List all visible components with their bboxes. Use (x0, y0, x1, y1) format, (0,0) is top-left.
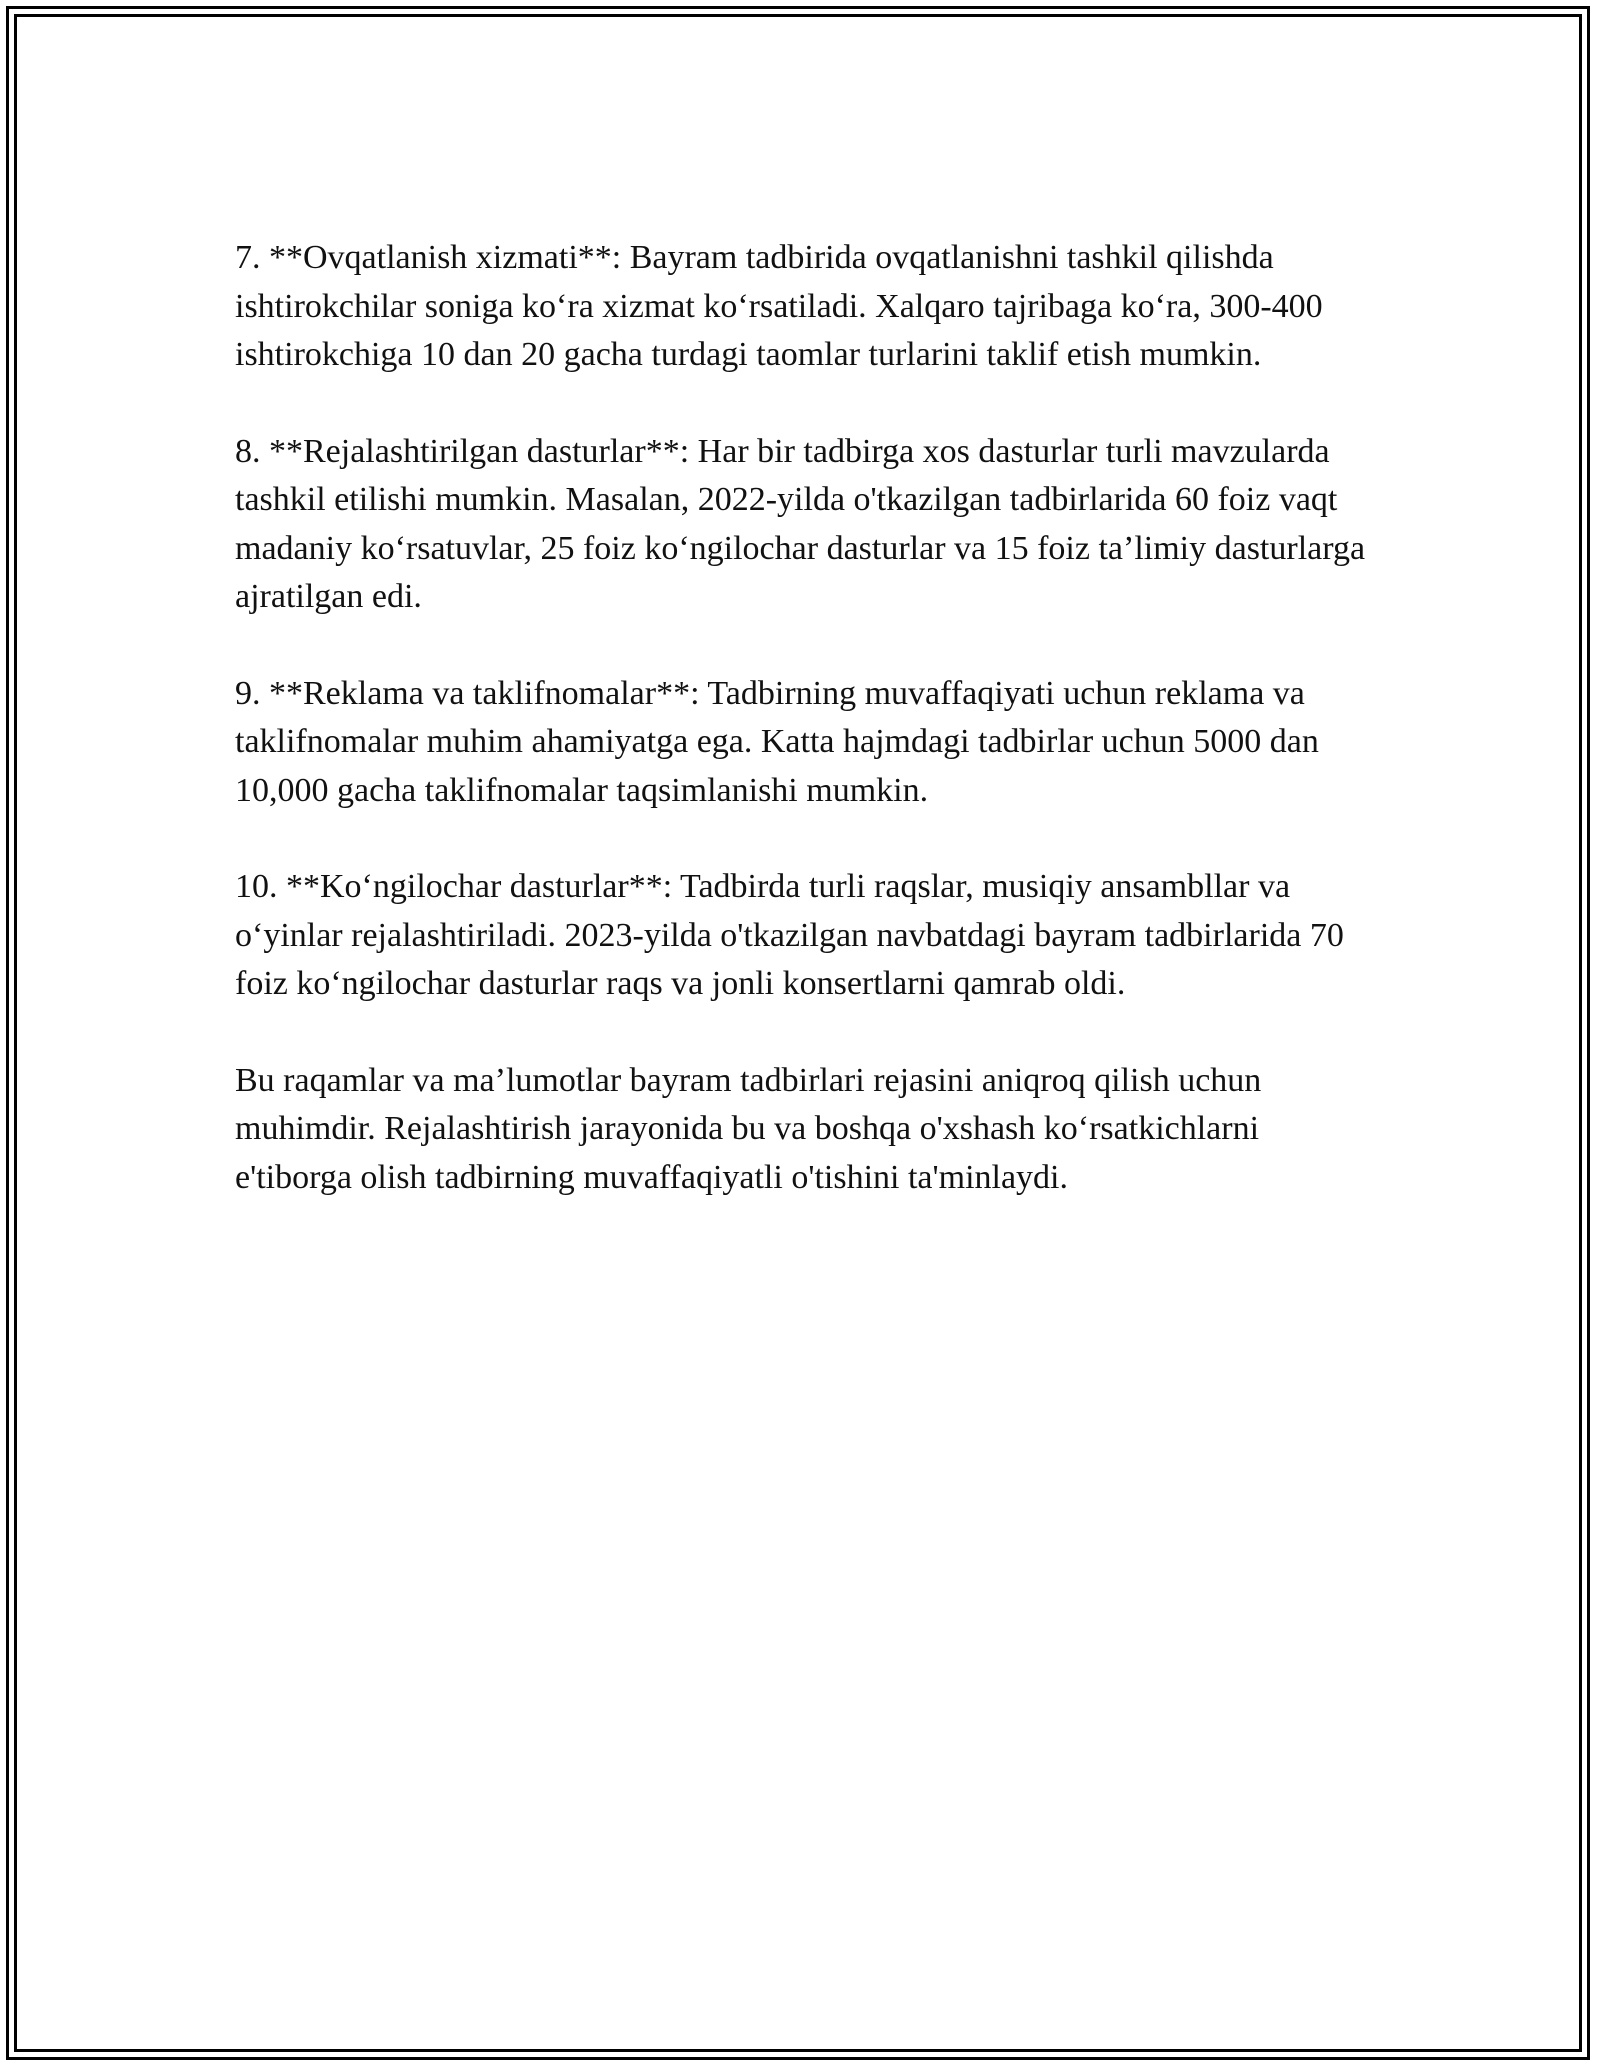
paragraph-conclusion: Bu raqamlar va ma’lumotlar bayram tadbirlari rejasini aniqroq qilish uchun muhimdir. Rejalashtirish jarayonida bu va boshqa o'xshash koʻrsatkichlarni e'tiborga olish tadbirning muvaffaqiyatli o'tishini ta'minlaydi. (235, 1061, 1262, 1196)
document-body (235, 234, 1375, 1250)
paragraph-item-9: 9. **Reklama va taklifnomalar**: Tadbirning muvaffaqiyati uchun reklama va taklifnomalar muhim ahamiyatga ega. Katta hajmdagi tadbirlar uchun 5000 dan 10,000 gacha taklifnomalar taqsimlanishi mumkin. (235, 674, 1319, 809)
paragraph-item-8: 8. **Rejalashtirilgan dasturlar**: Har bir tadbirga xos dasturlar turli mavzularda tashkil etilishi mumkin. Masalan, 2022-yilda o'tkazilgan tadbirlarida 60 foiz vaqt madaniy koʻrsatuvlar, 25 foiz koʻngilochar dasturlar va 15 foiz ta’limiy dasturlarga ajratilgan edi. (235, 432, 1366, 615)
paragraph-item-7: 7. **Ovqatlanish xizmati**: Bayram tadbirida ovqatlanishni tashkil qilishda ishtirokchilar soniga koʻra xizmat koʻrsatiladi. Xalqaro tajribaga koʻra, 300-400 ishtirokchiga 10 dan 20 gacha turdagi taomlar turlarini taklif etish mumkin. (235, 239, 1323, 373)
paragraph-item-10: 10. **Koʻngilochar dasturlar**: Tadbirda turli raqslar, musiqiy ansambllar va oʻyinlar rejalashtiriladi. 2023-yilda o'tkazilgan navbatdagi bayram tadbirlarida 70 foiz koʻngilochar dasturlar raqs va jonli konsertlarni qamrab oldi. (235, 868, 1344, 1002)
